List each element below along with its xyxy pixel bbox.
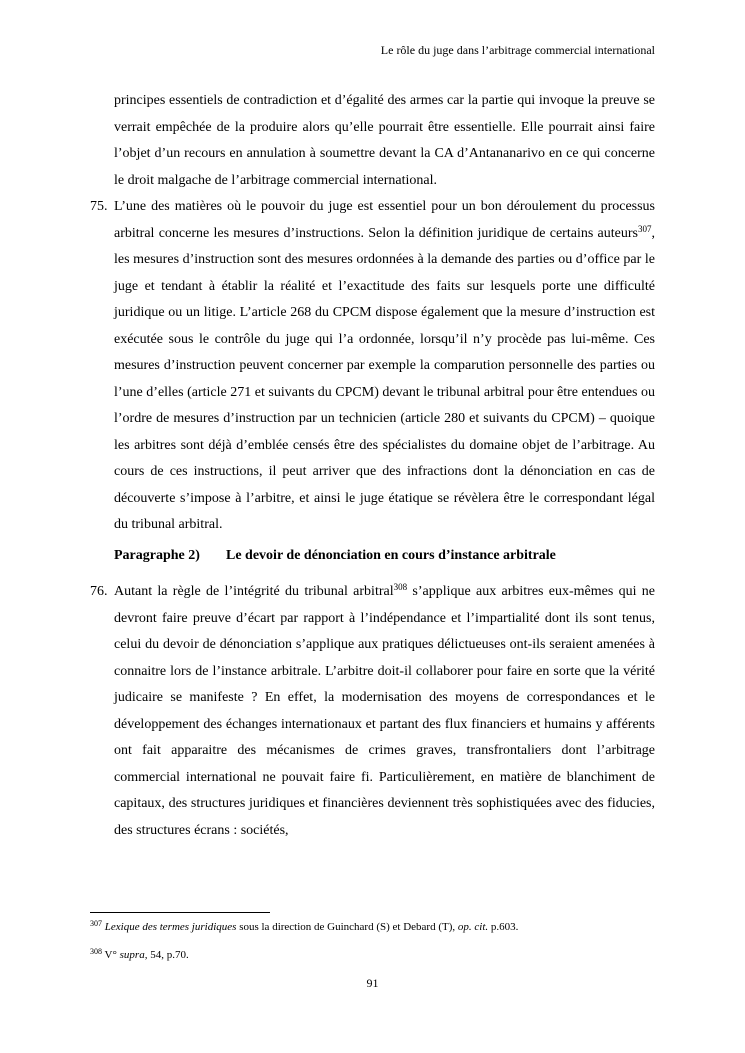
paragraph-75 bbox=[90, 194, 655, 539]
footnote-307 bbox=[90, 920, 690, 934]
body-text bbox=[90, 88, 655, 844]
paragraph-text: L’une des matières où le pouvoir du juge est essentiel pour un bon déroulement du processus arbitral concerne les mesures d’instructions. Selon la définition juridique de certains auteurs bbox=[114, 199, 655, 241]
subheading-title: Le devoir de dénonciation en cours d’instance arbitrale bbox=[226, 547, 556, 563]
footnote-title: Lexique des termes juridiques bbox=[104, 921, 237, 933]
paragraph-text: s’applique aux arbitres eux-mêmes qui ne devront faire preuve d’écart par rapport à l’indépendance et l’impartialité dont ils sont tenus, celui du devoir de dénonciation s’applique aux pratiques délictueuses ont-ils seraient amenées à connaitre lors de l’instance arbitrale. L’arbitre doit-il collaborer pour faire en sorte que la vérité judicaire se manifeste ? En effet, la modernisation des moyens de correspondances et le développement des échanges internationaux et partant des flux financiers et humains y afférents ont fait apparaitre des mécanismes de crimes graves, transfrontaliers dont l’arbitrage commercial international ne pouvait faire fi. Particulièrement, en matière de blanchiment de capitaux, des structures juridiques et financières deviennent très sophistiquées avec des fiducies, des structures écrans : sociétés, bbox=[114, 584, 655, 838]
footnote-308 bbox=[90, 948, 690, 962]
paragraph-76 bbox=[90, 579, 655, 844]
page-number: 91 bbox=[366, 976, 379, 990]
footnote-reference: 307 bbox=[638, 223, 652, 234]
footnote-reference: 308 bbox=[393, 582, 408, 592]
subheading-label: Paragraphe 2) bbox=[114, 547, 200, 563]
paragraph-number: 76. bbox=[90, 584, 108, 599]
paragraph-text: Autant la règle de l’intégrité du tribunal arbitral bbox=[114, 584, 394, 599]
section-subheading bbox=[90, 543, 655, 570]
footnote-number: 308 bbox=[90, 947, 102, 956]
footnote-separator bbox=[90, 912, 270, 913]
paragraph-continuation: principes essentiels de contradiction et d’égalité des armes car la partie qui invoque la preuve se verrait empêchée de la produire alors qu’elle pourrait être essentielle. Elle pourrait ainsi faire l’objet d’un recours en annulation à soumettre devant la CA d’Antananarivo en ce qui concerne le droit malgache de l’arbitrage commercial international. bbox=[114, 93, 655, 188]
footnote-text: sous la direction de Guinchard (S) et Debard (T), bbox=[236, 921, 458, 933]
footnote-citation: op. cit. bbox=[457, 921, 489, 933]
paragraph-text: , les mesures d’instruction sont des mesures ordonnées à la demande des parties ou d’office par le juge et tendant à établir la réalité et l’exactitude des faits sur lesquels porte une difficulté juridique ou un litige. L’article 268 du CPCM dispose également que la mesure d’instruction est exécutée sous le contrôle du juge qui l’a ordonnée, lorsqu’il n’y procède pas lui-même. Ces mesures d’instruction peuvent concerner par exemple la comparution personnelle des parties ou l’une d’elles (article 271 et suivants du CPCM) devant le tribunal arbitral pour être entendues ou l’ordre de mesures d’instruction par un technicien (article 280 et suivants du CPCM) – quoique les arbitres sont déjà d’emblée censés être des spécialistes du domaine objet de l’arbitrage. Au cours de ces instructions, il peut arriver que des infractions dont la dénonciation en cas de découverte s’impose à l’arbitre, et ainsi le juge étatique se révèlera être le correspondant légal du tribunal arbitral. bbox=[114, 225, 655, 532]
footnote-text: p.603. bbox=[488, 921, 519, 933]
running-header: Le rôle du juge dans l’arbitrage commercial international bbox=[380, 43, 655, 57]
footnote-text: 54, p.70. bbox=[147, 949, 189, 961]
footnote-text: V° bbox=[102, 949, 120, 961]
paragraph-number: 75. bbox=[90, 199, 108, 214]
footnote-citation: supra, bbox=[119, 949, 148, 961]
footnote-number: 307 bbox=[90, 919, 102, 928]
